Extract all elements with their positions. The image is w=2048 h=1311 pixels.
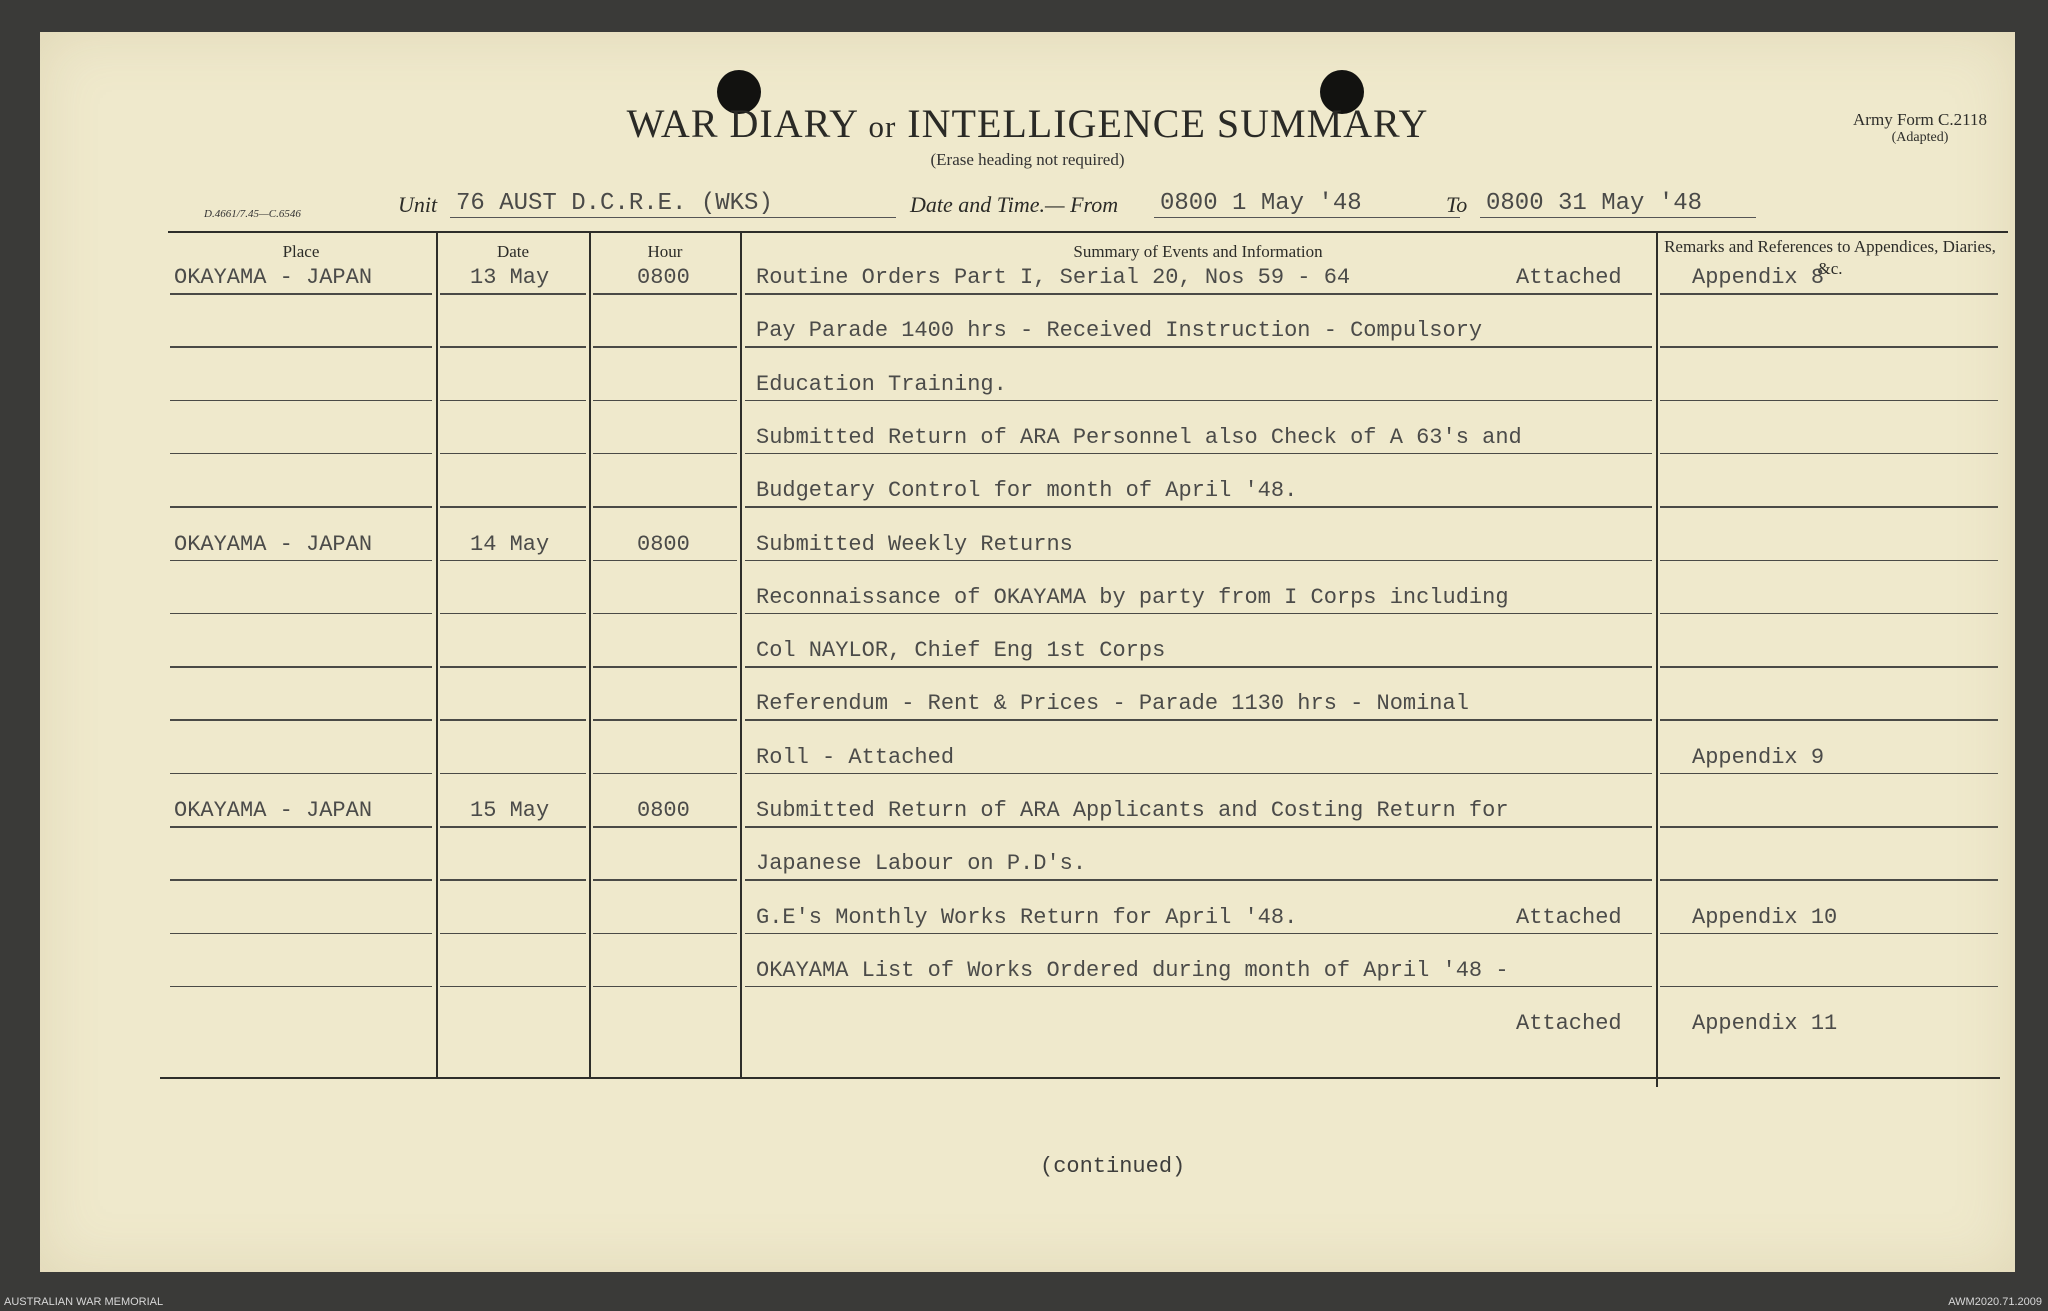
ruled-line [1660, 933, 1998, 935]
to-label: To [1446, 192, 1468, 217]
cell-summary: Education Training. [756, 371, 1007, 397]
ruled-line [170, 879, 432, 881]
cell-hour: 0800 [637, 265, 690, 290]
ruled-line [593, 560, 737, 562]
ruled-line [440, 613, 586, 615]
ruled-line [593, 826, 737, 828]
column-header-summary: Summary of Events and Information [1073, 242, 1323, 261]
form-title: WAR DIARY or INTELLIGENCE SUMMARY [626, 101, 1429, 146]
cell-summary: Referendum - Rent & Prices - Parade 1130 hrs - Nominal [756, 691, 1469, 717]
ruled-line [170, 346, 432, 348]
cell-attached: Attached [1516, 265, 1622, 290]
ruled-line [440, 453, 586, 455]
ruled-line [593, 773, 737, 775]
cell-hour: 0800 [637, 531, 690, 557]
ruled-line [593, 933, 737, 935]
cell-summary: Budgetary Control for month of April '48. [756, 478, 1298, 504]
ruled-line [170, 719, 432, 721]
cell-summary: Routine Orders Part I, Serial 20, Nos 59 - 64 [756, 265, 1351, 290]
ruled-line [170, 293, 432, 295]
ruled-line [440, 400, 586, 402]
ruled-line [745, 293, 1652, 295]
date-time-label: Date and Time.— From [910, 192, 1119, 217]
ruled-line [745, 346, 1652, 348]
cell-remarks: Appendix 11 [1692, 1011, 1838, 1037]
ruled-line [593, 666, 737, 668]
ruled-line [745, 506, 1652, 508]
ruled-line [170, 826, 432, 828]
ruled-line [1660, 613, 1998, 615]
column-header-date: Date [496, 242, 530, 261]
ruled-line [440, 773, 586, 775]
ruled-line [745, 879, 1652, 881]
ruled-line [593, 986, 737, 988]
ruled-line [440, 560, 586, 562]
ruled-line [745, 560, 1652, 562]
column-header-remarks: Remarks and References to Appendices, Diaries, &c. [1664, 237, 1996, 278]
column-divider [1656, 232, 1658, 1087]
form-subtitle: (Erase heading not required) [930, 150, 1125, 169]
cell-summary: G.E's Monthly Works Return for April '48. [756, 904, 1298, 930]
cell-remarks: Appendix 10 [1692, 904, 1838, 930]
ruled-line [440, 879, 586, 881]
ruled-line [440, 986, 586, 988]
cell-summary: Roll - Attached [756, 744, 955, 770]
ruled-line [1660, 719, 1998, 721]
cell-summary: Reconnaissance of OKAYAMA by party from I Corps including [756, 584, 1509, 610]
ruled-line [170, 400, 432, 402]
ruled-line [1660, 986, 1998, 988]
cell-date: 14 May [470, 531, 550, 557]
table-bottom-rule [160, 1077, 2000, 1079]
ruled-line [745, 826, 1652, 828]
unit-value: 76 AUST D.C.R.E. (WKS) [450, 190, 896, 218]
ruled-line [1660, 346, 1998, 348]
ruled-line [1660, 293, 1998, 295]
cell-summary: Pay Parade 1400 hrs - Received Instruction - Compulsory [756, 318, 1483, 344]
ruled-line [170, 560, 432, 562]
cell-hour: 0800 [637, 798, 690, 823]
ruled-line [170, 773, 432, 775]
ruled-line [440, 826, 586, 828]
cell-attached: Attached [1516, 1011, 1622, 1037]
column-divider [589, 232, 591, 1077]
from-value: 0800 1 May '48 [1154, 190, 1460, 218]
cell-summary: Submitted Weekly Returns [756, 531, 1073, 557]
ruled-line [593, 879, 737, 881]
ruled-line [1660, 879, 1998, 881]
ruled-line [745, 400, 1652, 402]
cell-place: OKAYAMA - JAPAN [174, 531, 373, 557]
ruled-line [170, 506, 432, 508]
cell-attached: Attached [1516, 904, 1622, 930]
ruled-line [170, 986, 432, 988]
ruled-line [593, 719, 737, 721]
ruled-line [1660, 400, 1998, 402]
ruled-line [440, 346, 586, 348]
column-header-place: Place [282, 242, 320, 261]
ruled-line [745, 666, 1652, 668]
ruled-line [1660, 773, 1998, 775]
column-divider [740, 232, 742, 1077]
ruled-line [170, 613, 432, 615]
cell-summary: Submitted Return of ARA Applicants and Costing Return for [756, 798, 1509, 823]
column-divider [436, 232, 438, 1077]
cell-summary: Japanese Labour on P.D's. [756, 851, 1087, 877]
ruled-line [593, 346, 737, 348]
ruled-line [170, 453, 432, 455]
document-reference: D.4661/7.45—C.6546 [204, 208, 301, 220]
ruled-line [745, 986, 1652, 988]
table-top-rule [168, 231, 2008, 233]
ruled-line [170, 666, 432, 668]
to-value: 0800 31 May '48 [1480, 190, 1756, 218]
ruled-line [593, 453, 737, 455]
ruled-line [593, 506, 737, 508]
cell-remarks: Appendix 9 [1692, 744, 1825, 770]
ruled-line [593, 293, 737, 295]
ruled-line [1660, 826, 1998, 828]
war-diary-page [40, 32, 2015, 1272]
ruled-line [1660, 506, 1998, 508]
ruled-line [440, 719, 586, 721]
credit-right: AWM2020.71.2009 [1948, 1296, 2042, 1308]
credit-left: AUSTRALIAN WAR MEMORIAL [4, 1296, 164, 1308]
cell-place: OKAYAMA - JAPAN [174, 798, 373, 823]
army-form-number: Army Form C.2118 (Adapted) [1853, 110, 1987, 145]
cell-date: 15 May [470, 798, 550, 823]
ruled-line [745, 453, 1652, 455]
ruled-line [1660, 560, 1998, 562]
cell-summary: Col NAYLOR, Chief Eng 1st Corps [756, 638, 1166, 664]
ruled-line [440, 293, 586, 295]
continued-note: (continued) [1040, 1154, 1186, 1179]
ruled-line [440, 506, 586, 508]
cell-date: 13 May [470, 265, 550, 290]
cell-place: OKAYAMA - JAPAN [174, 265, 373, 290]
ruled-line [745, 933, 1652, 935]
ruled-line [593, 400, 737, 402]
ruled-line [593, 613, 737, 615]
column-header-hour: Hour [647, 242, 683, 261]
ruled-line [745, 613, 1652, 615]
ruled-line [745, 773, 1652, 775]
ruled-line [745, 719, 1652, 721]
cell-summary: Submitted Return of ARA Personnel also Check of A 63's and [756, 424, 1522, 450]
cell-remarks: Appendix 8 [1692, 265, 1825, 290]
ruled-line [1660, 453, 1998, 455]
ruled-line [1660, 666, 1998, 668]
ruled-line [440, 666, 586, 668]
unit-label: Unit [398, 192, 438, 217]
cell-summary: OKAYAMA List of Works Ordered during month of April '48 - [756, 957, 1509, 983]
ruled-line [440, 933, 586, 935]
ruled-line [170, 933, 432, 935]
